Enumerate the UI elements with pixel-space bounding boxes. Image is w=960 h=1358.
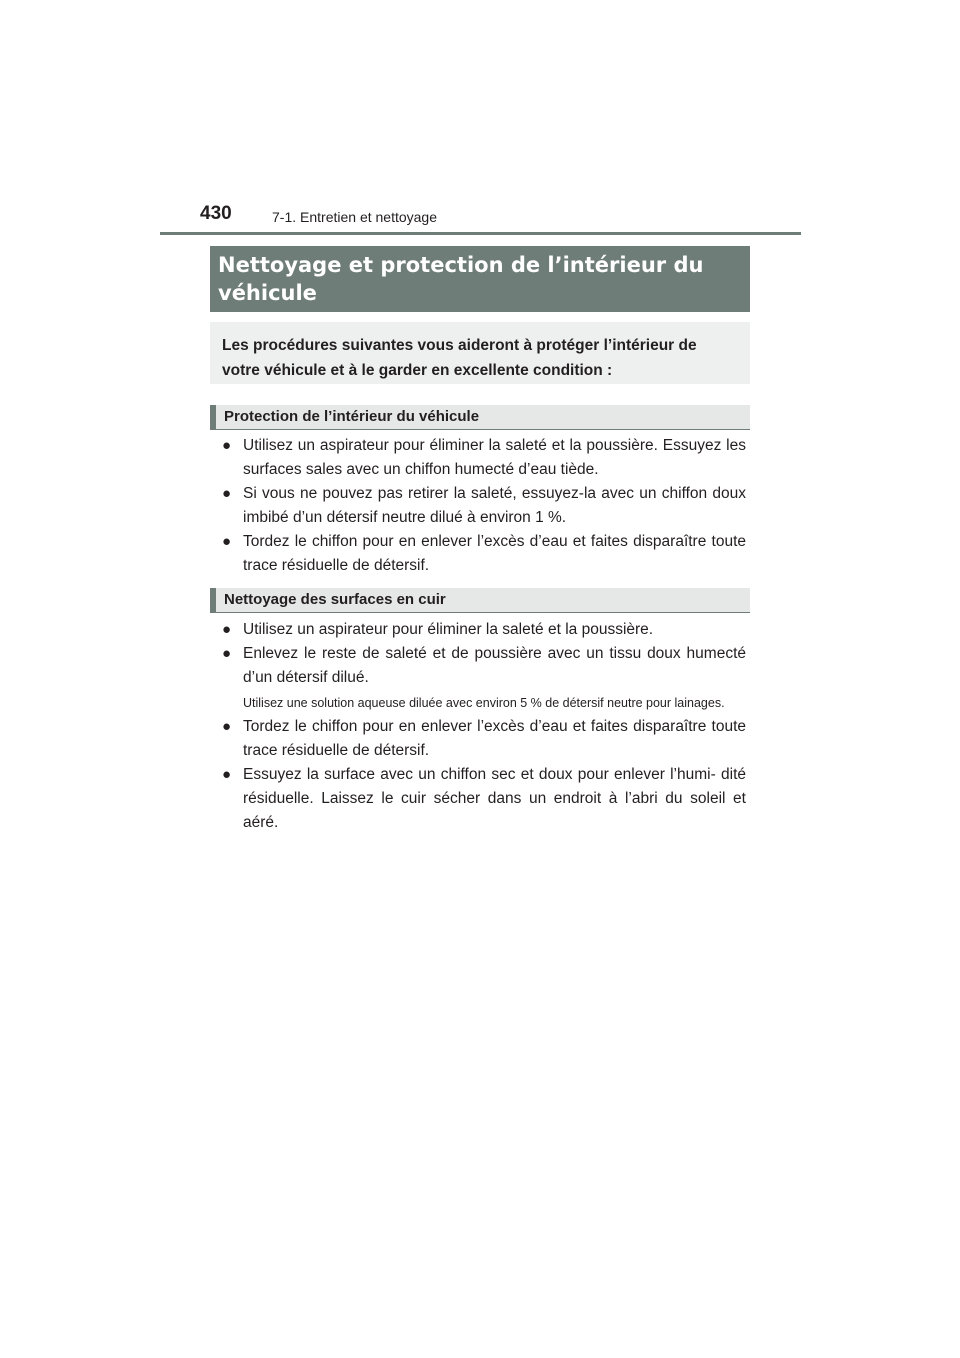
list-item (222, 618, 746, 642)
bullet-icon: ● (222, 621, 232, 638)
list-item-text: Si vous ne pouvez pas retirer la saleté, essuyez-la avec un chiffon doux imbibé d’un détersif neutre dilué à environ 1 %. (243, 485, 746, 526)
list-item (222, 715, 746, 763)
list-item (222, 434, 746, 482)
list-item (222, 482, 746, 530)
list-item (222, 530, 746, 578)
bullet-icon: ● (222, 718, 232, 735)
bullet-icon: ● (222, 533, 232, 550)
list-item (222, 763, 746, 835)
bullet-list-protection (222, 434, 746, 578)
bullet-list-leather (222, 618, 746, 835)
list-item-text: Utilisez un aspirateur pour éliminer la saleté et la poussière. (243, 621, 654, 638)
page-title: Nettoyage et protection de l’intérieur du véhicule (210, 246, 750, 312)
section-reference: 7-1. Entretien et nettoyage (272, 209, 437, 225)
note-text: Utilisez une solution aqueuse diluée avec environ 5 % de détersif neutre pour lainages. (243, 696, 725, 710)
bullet-icon: ● (222, 645, 232, 662)
bullet-icon: ● (222, 485, 232, 502)
list-item-text: Tordez le chiffon pour en enlever l’excès d’eau et faites disparaître toute trace résiduelle de détersif. (243, 718, 746, 759)
list-item-text: Tordez le chiffon pour en enlever l’excès d’eau et faites disparaître toute trace résiduelle de détersif. (243, 533, 746, 574)
list-item (222, 642, 746, 690)
bullet-icon: ● (222, 437, 232, 454)
bullet-icon: ● (222, 766, 232, 783)
section-heading-leather: Nettoyage des surfaces en cuir (210, 588, 750, 613)
list-item-text: Utilisez un aspirateur pour éliminer la saleté et la poussière. Essuyez les surfaces sales avec un chiffon humecté d’eau tiède. (243, 437, 746, 478)
page-header (160, 203, 801, 237)
section-heading-protection: Protection de l’intérieur du véhicule (210, 405, 750, 430)
list-item-text: Enlevez le reste de saleté et de poussière avec un tissu doux humecté d’un détersif dilué. (243, 645, 746, 686)
intro-text: Les procédures suivantes vous aideront à protéger l’intérieur de votre véhicule et à le garder en excellente condition : (210, 322, 750, 384)
header-rule (160, 232, 801, 235)
page-number: 430 (200, 203, 232, 224)
list-item-text: Essuyez la surface avec un chiffon sec et doux pour enlever l’humi- dité résiduelle. Laissez le cuir sécher dans un endroit à l’abri du soleil et aéré. (243, 766, 746, 831)
